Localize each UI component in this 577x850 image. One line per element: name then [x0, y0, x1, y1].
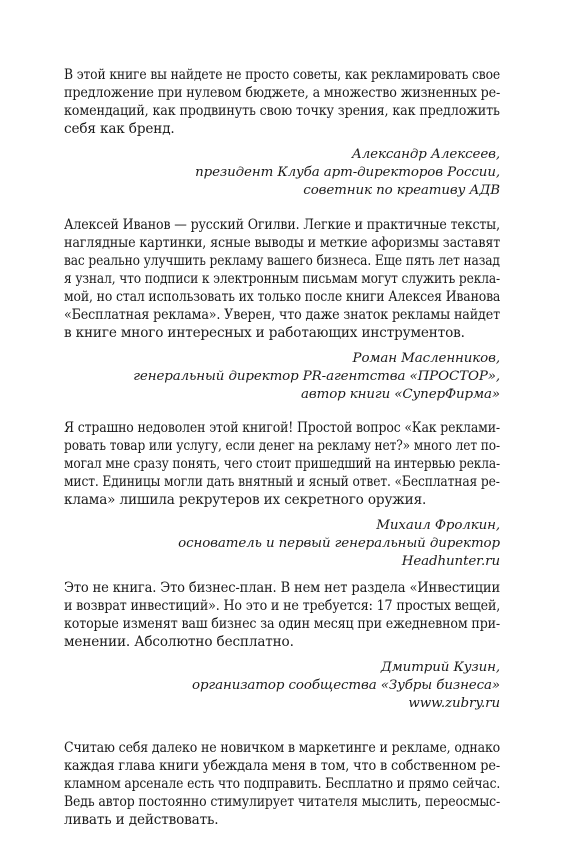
author-title: основатель и первый генеральный директор [178, 536, 500, 551]
review-attribution [64, 146, 500, 200]
review-5 [64, 739, 500, 829]
text-line: кламном арсенале есть что подправить. Бесплатно и прямо сейчас. [64, 776, 501, 792]
review-3 [64, 419, 500, 571]
review-text [64, 216, 500, 342]
author-name: Михаил Фролкин, [376, 518, 500, 533]
text-line: каждая глава книги убеждала меня в том, что в собственном ре- [64, 758, 501, 774]
text-line: которые изменят ваш бизнес за один месяц при ежедневном при- [64, 616, 501, 632]
text-line: комендаций, как продвинуть свою точку зрения, как предложить [64, 103, 500, 119]
text-line: и возврат инвестиций». Но это и не требуется: 17 простых вещей, [64, 598, 501, 614]
text-line: Я страшно недоволен этой книгой! Простой вопрос «Как реклами- [64, 420, 501, 436]
author-title: www.zubry.ru [408, 696, 500, 711]
author-name: Дмитрий Кузин, [380, 660, 500, 675]
text-line: «Бесплатная реклама». Уверен, что даже знаток рекламы найдет [64, 307, 500, 323]
review-2 [64, 216, 500, 404]
author-title: советник по креативу АДВ [303, 183, 500, 198]
text-line: наглядные картинки, ясные выводы и меткие афоризмы заставят [64, 235, 501, 251]
text-line: Это не книга. Это бизнес-план. В нем нет раздела «Инвестиции [64, 580, 501, 596]
review-text [64, 419, 500, 509]
author-title: автор книги «СуперФирма» [301, 387, 500, 402]
author-name: Александр Алексеев, [351, 147, 500, 162]
text-line: я узнал, что подписи к электронным письмам могут служить рекла- [64, 271, 500, 287]
review-attribution [64, 350, 500, 404]
review-text [64, 66, 500, 138]
review-1 [64, 66, 500, 200]
text-line: клама» лишила рекрутеров их секретного оружия. [64, 492, 427, 508]
text-line: предложение при нулевом бюджете, а множество жизненных ре- [64, 85, 501, 101]
text-line: ливать и действовать. [64, 812, 219, 828]
text-line: мой, но стал использовать их только после книги Алексея Иванова [64, 289, 501, 305]
review-text [64, 579, 500, 651]
text-line: в книге много интересных и работающих инструментов. [64, 325, 465, 341]
review-attribution [64, 659, 500, 713]
author-name: Роман Масленников, [352, 351, 500, 366]
text-line: себя как бренд. [64, 121, 175, 137]
text-line: Алексей Иванов — русский Огилви. Легкие и практичные тексты, [64, 217, 500, 233]
text-line: В этой книге вы найдете не просто советы, как рекламировать свое [64, 67, 501, 83]
author-title: генеральный директор PR-агентства «ПРОСТОР», [133, 369, 500, 384]
author-title: президент Клуба арт-директоров России, [195, 165, 500, 180]
text-line: Ведь автор постоянно стимулирует читателя мыслить, переосмыс- [64, 794, 501, 810]
review-attribution [64, 517, 500, 571]
text-line: могал мне сразу понять, чего стоит пришедший на интервью рекла- [64, 456, 501, 472]
review-text [64, 739, 500, 829]
text-line: ровать товар или услугу, если денег на рекламу нет?» много лет по- [64, 438, 500, 454]
text-line: менении. Абсолютно бесплатно. [64, 634, 294, 650]
author-title: Headhunter.ru [401, 554, 500, 569]
author-title: организатор сообщества «Зубры бизнеса» [192, 678, 500, 693]
text-line: мист. Единицы могли дать внятный и ясный ответ. «Бесплатная ре- [64, 474, 500, 490]
text-line: Считаю себя далеко не новичком в маркетинге и рекламе, однако [64, 740, 501, 756]
review-4 [64, 579, 500, 713]
text-line: вас реально улучшить рекламу вашего бизнеса. Еще пять лет назад [64, 253, 500, 269]
